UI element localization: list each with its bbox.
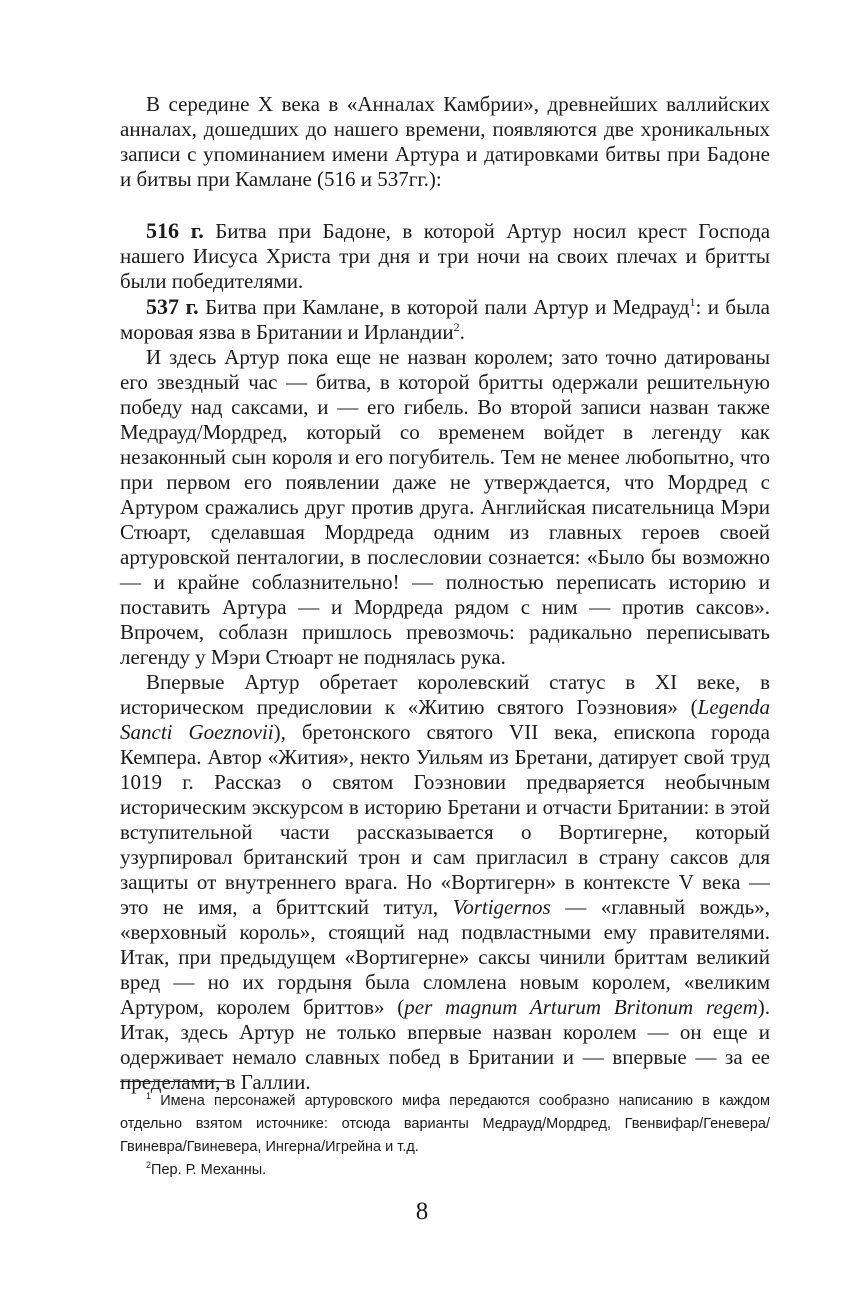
- body-paragraph: [120, 670, 770, 1095]
- body-text: — «главный вождь», «верховный король», стоящий над подвластными ему правителями. Итак, при предыдущем «Вортигерне» саксы чинили бриттам великий вред — но их гордыня была сломлена новым королем, «великим Артуром, королем бриттов» (: [120, 895, 770, 1019]
- entry-text: Битва при Камлане, в которой пали Артур и Медрауд: [205, 295, 690, 319]
- footnote-ref[interactable]: 1: [689, 295, 696, 309]
- footnote-ref[interactable]: 2: [453, 320, 460, 334]
- footnote-divider: [120, 1081, 227, 1082]
- chronicle-entry-516: [120, 218, 770, 294]
- page-number: 8: [415, 1198, 429, 1225]
- chronicle-entry-537: [120, 294, 770, 345]
- page-body: [120, 92, 770, 1095]
- entry-year: 516 г.: [146, 218, 204, 243]
- body-text: ). Итак, здесь Артур не только впервые назван королем — он еще и одерживает немало славных побед в Британии и — впервые — за ее пределами, в Галлии.: [120, 995, 770, 1094]
- latin-term: Vortigernos: [452, 895, 551, 919]
- footnote-text: Пер. Р. Механны.: [151, 1162, 267, 1178]
- footnotes: [120, 1090, 770, 1182]
- entry-text: .: [459, 320, 465, 344]
- footnote-marker: 1: [146, 1091, 152, 1102]
- body-text: ), бретонского святого VII века, епископа города Кемпера. Автор «Жития», некто Уильям из Бретани, датирует свой труд 1019 г. Рассказ о святом Гоэзновии предваряется необычным историческим экскурсом в историю Бретани и отчасти Британии: в этой вступительной части рассказывается о Вортигерне, который узурпировал британский трон и сам пригласил в страну саксов для защиты от внутреннего врага. Но «Вортигерн» в контексте V века — это не имя, а бриттский титул,: [120, 720, 770, 919]
- entry-text: : и была моровая язва в Британии и Ирландии: [120, 295, 770, 344]
- latin-title: Legenda Sancti Goeznovii: [120, 695, 770, 744]
- intro-paragraph: В середине X века в «Анналах Камбрии», древнейших валлийских анналах, дошедших до нашего времени, появляются две хроникальных записи с упоминанием имени Артура и датировками битвы при Бадоне и битвы при Камлане (516 и 537гг.):: [120, 92, 770, 191]
- footnote-item: [120, 1090, 770, 1159]
- entry-year: 537 г.: [146, 294, 199, 319]
- footnote-item: [120, 1159, 770, 1182]
- footnote-marker: 2: [146, 1160, 152, 1171]
- footnote-text: Имена персонажей артуровского мифа передаются сообразно написанию в каждом отдельно взятом источнике: отсюда варианты Медрауд/Мордред, Гвенвифар/Геневера/ Гвиневра/Гвиневера, Ингерна/Игрейна и т.д.: [120, 1093, 770, 1155]
- latin-quote: per magnum Arturum Britonum regem: [404, 995, 758, 1019]
- paragraph-gap: [120, 192, 770, 218]
- body-text: Впервые Артур обретает королевский статус в XI веке, в историческом предисловии к «Житию святого Гоэзновия» (: [120, 670, 770, 719]
- entry-text: Битва при Бадоне, в которой Артур носил крест Господа нашего Иисуса Христа три дня и три ночи на своих плечах и бритты были победителями.: [120, 219, 771, 293]
- body-paragraph: И здесь Артур пока еще не назван королем; зато точно датированы его звездный час — битва, в которой бритты одержали решительную победу над саксами, и — его гибель. Во второй записи назван также Медрауд/Мордред, который со временем войдет в легенду как незаконный сын короля и его погубитель. Тем не менее любопытно, что при первом его появлении даже не утверждается, что Мордред с Артуром сражались друг против друга. Английская писательница Мэри Стюарт, сделавшая Мордреда одним из главных героев своей артуровской пенталогии, в послесловии сознается: «Было бы возможно — и крайне соблазнительно! — полностью переписать историю и поставить Артура — и Мордреда рядом с ним — против саксов». Впрочем, соблазн пришлось превозмочь: радикально переписывать легенду у Мэри Стюарт не поднялась рука.: [120, 345, 770, 669]
